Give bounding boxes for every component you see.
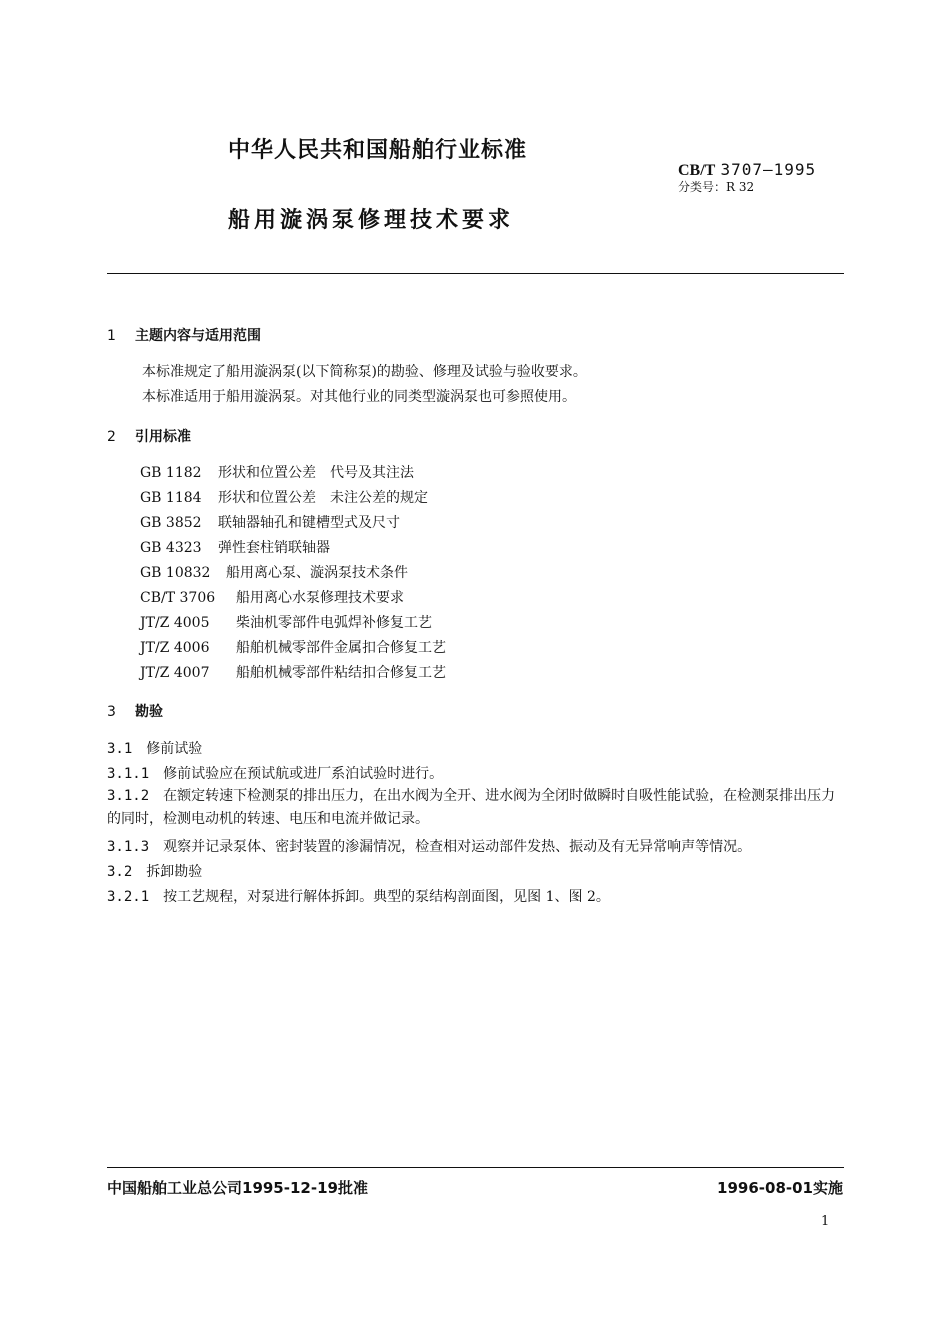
reference-item: JT/Z 4006 船舶机械零部件金属扣合修复工艺	[140, 640, 446, 656]
footer-rule	[107, 1167, 844, 1168]
clause: 3.1.1 修前试验应在预试航或进厂系泊试验时进行。	[107, 766, 444, 782]
clause: 3.1 修前试验	[107, 741, 203, 757]
reference-item: CB/T 3706 船用离心水泵修理技术要求	[140, 590, 404, 606]
reference-item: GB 1184 形状和位置公差 未注公差的规定	[140, 490, 428, 506]
standard-code	[678, 160, 816, 180]
page-number: 1	[821, 1214, 830, 1229]
clause: 3.2 拆卸勘验	[107, 864, 203, 880]
clause: 3.1.2 在额定转速下检测泵的排出压力，在出水阀为全开、进水阀为全闭时做瞬时自吸性能试验，在检测泵排出压力的同时，检测电动机的转速、电压和电流并做记录。	[107, 788, 836, 827]
paragraph: 本标准规定了船用漩涡泵(以下简称泵)的勘验、修理及试验与验收要求。	[142, 364, 587, 380]
standard-number: 3707—1995	[720, 160, 817, 179]
paragraph: 本标准适用于船用漩涡泵。对其他行业的同类型漩涡泵也可参照使用。	[142, 389, 576, 405]
reference-item: GB 4323 弹性套柱销联轴器	[140, 540, 330, 556]
reference-item: GB 10832 船用离心泵、漩涡泵技术条件	[140, 565, 408, 581]
clause: 3.2.1 按工艺规程，对泵进行解体拆卸。典型的泵结构剖面图，见图 1、图 2。	[107, 889, 610, 905]
standard-category-title: 中华人民共和国船舶行业标准	[228, 138, 528, 163]
header-rule	[107, 273, 844, 274]
implementation-date: 1996-08-01实施	[717, 1179, 843, 1197]
document-title: 船用漩涡泵修理技术要求	[228, 208, 515, 233]
classification-number: 分类号：R 32	[678, 180, 755, 194]
reference-item: GB 1182 形状和位置公差 代号及其注法	[140, 465, 414, 481]
standard-prefix: CB/T	[678, 162, 716, 179]
clause: 3.1.3 观察并记录泵体、密封装置的渗漏情况，检查相对运动部件发热、振动及有无异常响声等情况。	[107, 839, 752, 855]
section-heading: 1 主题内容与适用范围	[107, 328, 261, 344]
reference-item: JT/Z 4007 船舶机械零部件粘结扣合修复工艺	[140, 665, 446, 681]
section-heading: 3 勘验	[107, 704, 163, 720]
reference-item: JT/Z 4005 柴油机零部件电弧焊补修复工艺	[140, 615, 432, 631]
section-heading: 2 引用标准	[107, 429, 191, 445]
approval-line: 中国船舶工业总公司1995-12-19批准	[107, 1179, 368, 1197]
reference-item: GB 3852 联轴器轴孔和键槽型式及尺寸	[140, 515, 400, 531]
